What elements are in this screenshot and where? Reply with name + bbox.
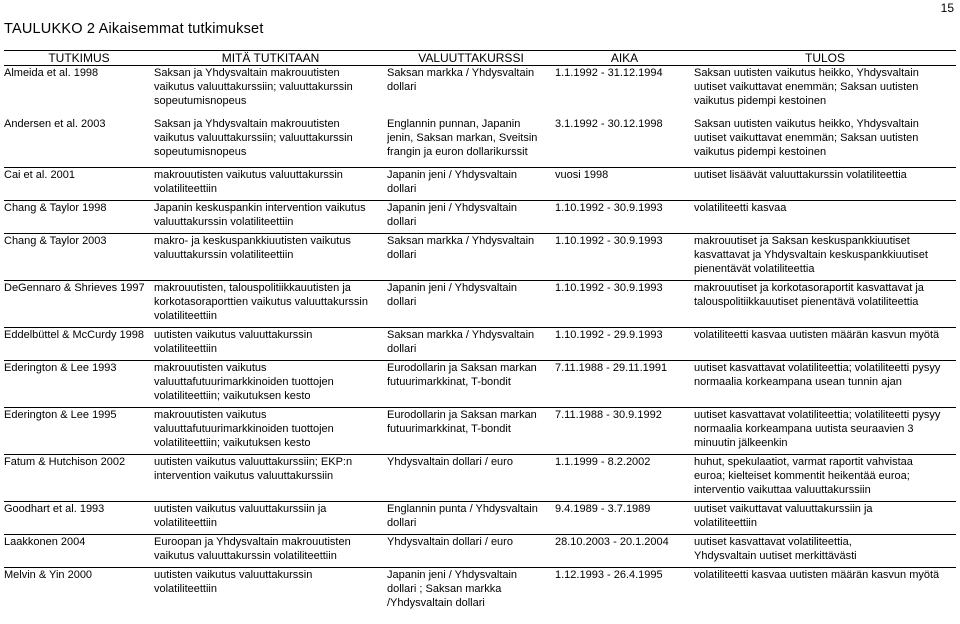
column-header-study: TUTKIMUS: [4, 51, 154, 66]
period-cell: [555, 502, 694, 535]
cell-line: Chang & Taylor 1998: [4, 202, 107, 214]
what-cell: [154, 168, 387, 201]
cell-line: makrouutisten vaikutus valuuttakurssin: [154, 169, 343, 181]
header-row: [4, 51, 956, 66]
what-cell: [154, 568, 387, 611]
cell-line: 1.1.1999 - 8.2.2002: [555, 456, 651, 468]
table-row: [4, 201, 956, 234]
column-header-currency: VALUUTTAKURSSI: [387, 51, 555, 66]
cell-line: Saksan ja Yhdysvaltain makrouutisten: [154, 67, 340, 79]
cell-line: volatiliteettiin: [154, 517, 217, 529]
table-row: [4, 117, 956, 168]
result-cell: [694, 535, 956, 568]
period-cell: [555, 535, 694, 568]
what-cell: [154, 455, 387, 502]
study-cell: [4, 361, 154, 408]
cell-line: uutiset vaikuttavat valuuttakurssiin ja: [694, 503, 873, 515]
cell-line: Cai et al. 2001: [4, 169, 75, 181]
cell-line: 1.12.1993 - 26.4.1995: [555, 569, 663, 581]
cell-line: volatiliteetti kasvaa: [694, 202, 787, 214]
cell-line: sopeutumisnopeus: [154, 146, 247, 158]
cell-line: Saksan ja Yhdysvaltain makrouutisten: [154, 118, 340, 130]
cell-line: vaikutus valuuttakurssiin; valuuttakurssin: [154, 81, 353, 93]
cell-line: Melvin & Yin 2000: [4, 569, 93, 581]
cell-line: makrouutisten vaikutus: [154, 362, 267, 374]
cell-line: futuurimarkkinat, T-bondit: [387, 376, 511, 388]
cell-line: futuurimarkkinat, T-bondit: [387, 423, 511, 435]
cell-line: volatiliteettiin: [154, 343, 217, 355]
what-cell: [154, 66, 387, 118]
cell-line: Euroopan ja Yhdysvaltain makrouutisten: [154, 536, 351, 548]
cell-line: Yhdysvaltain dollari / euro: [387, 456, 513, 468]
cell-line: 1.10.1992 - 30.9.1993: [555, 235, 663, 247]
period-cell: [555, 328, 694, 361]
period-cell: [555, 568, 694, 611]
cell-line: uutiset kasvattavat volatiliteettia; volatiliteetti pysyy: [694, 362, 941, 374]
column-header-what: MITÄ TUTKITAAN: [154, 51, 387, 66]
studies-table: [4, 50, 956, 610]
period-cell: [555, 66, 694, 118]
cell-line: uutisten vaikutus valuuttakurssin: [154, 569, 313, 581]
table-body: [4, 66, 956, 611]
cell-line: Eurodollarin ja Saksan markan: [387, 362, 537, 374]
cell-line: Yhdysvaltain dollari / euro: [387, 536, 513, 548]
table-row: [4, 535, 956, 568]
cell-line: vuosi 1998: [555, 169, 609, 181]
what-cell: [154, 361, 387, 408]
cell-line: Ederington & Lee 1995: [4, 409, 117, 421]
cell-line: 7.11.1988 - 29.11.1991: [555, 362, 668, 374]
cell-line: dollari ; Saksan markka: [387, 583, 502, 595]
currency-cell: [387, 408, 555, 455]
what-cell: [154, 535, 387, 568]
cell-line: uutiset kasvattavat volatiliteettia; volatiliteetti pysyy: [694, 409, 941, 421]
period-cell: [555, 408, 694, 455]
cell-line: makrouutiset ja korkotasoraportit kasvattavat ja: [694, 282, 924, 294]
cell-line: dollari: [387, 216, 417, 228]
result-cell: [694, 66, 956, 118]
table-row: [4, 502, 956, 535]
period-cell: [555, 361, 694, 408]
cell-line: 9.4.1989 - 3.7.1989: [555, 503, 651, 515]
cell-line: vaikutus valuuttakurssiin; valuuttakurssin: [154, 132, 353, 144]
what-cell: [154, 201, 387, 234]
cell-line: 1.1.1992 - 31.12.1994: [555, 67, 663, 79]
cell-line: Chang & Taylor 2003: [4, 235, 107, 247]
cell-line: dollari: [387, 343, 417, 355]
cell-line: uutiset vaikuttavat enemmän; Saksan uutisten: [694, 132, 919, 144]
table-row: [4, 408, 956, 455]
cell-line: dollari: [387, 517, 417, 529]
study-cell: [4, 234, 154, 281]
cell-line: Eurodollarin ja Saksan markan: [387, 409, 537, 421]
currency-cell: [387, 234, 555, 281]
currency-cell: [387, 66, 555, 118]
cell-line: volatiliteettiin: [154, 310, 217, 322]
table-row: [4, 66, 956, 118]
cell-line: normaalia korkeampana uutista seuraavien 3: [694, 423, 914, 435]
cell-line: Saksan uutisten vaikutus heikko, Yhdysvaltain: [694, 118, 919, 130]
cell-line: Goodhart et al. 1993: [4, 503, 105, 515]
table-row: [4, 168, 956, 201]
cell-line: 3.1.1992 - 30.12.1998: [555, 118, 663, 130]
cell-line: /Yhdysvaltain dollari: [387, 597, 485, 609]
table-row: [4, 234, 956, 281]
result-cell: [694, 408, 956, 455]
currency-cell: [387, 455, 555, 502]
cell-line: Fatum & Hutchison 2002: [4, 456, 126, 468]
cell-line: euroa; kielteiset kommentit heikentää euroa;: [694, 470, 910, 482]
currency-cell: [387, 535, 555, 568]
cell-line: uutiset lisäävät valuuttakurssin volatiliteettia: [694, 169, 907, 181]
cell-line: 7.11.1988 - 30.9.1992: [555, 409, 662, 421]
cell-line: talouspolitiikkauutiset pienentävä volatiliteettia: [694, 296, 919, 308]
currency-cell: [387, 117, 555, 168]
column-header-period: AIKA: [555, 51, 694, 66]
cell-line: Englannin punnan, Japanin: [387, 118, 521, 130]
cell-line: intervention vaikutus valuuttakurssiin: [154, 470, 334, 482]
cell-line: Englannin punta / Yhdysvaltain: [387, 503, 538, 515]
currency-cell: [387, 502, 555, 535]
currency-cell: [387, 328, 555, 361]
cell-line: valuuttafutuurimarkkinoiden tuottojen: [154, 376, 334, 388]
period-cell: [555, 201, 694, 234]
cell-line: makro- ja keskuspankkiuutisten vaikutus: [154, 235, 351, 247]
cell-line: dollari: [387, 249, 417, 261]
what-cell: [154, 234, 387, 281]
study-cell: [4, 408, 154, 455]
study-cell: [4, 168, 154, 201]
cell-line: volatiliteettiin: [154, 583, 217, 595]
result-cell: [694, 455, 956, 502]
cell-line: 1.10.1992 - 30.9.1993: [555, 282, 663, 294]
what-cell: [154, 408, 387, 455]
cell-line: uutiset vaikuttavat enemmän; Saksan uutisten: [694, 81, 919, 93]
cell-line: volatiliteettiin: [154, 183, 217, 195]
cell-line: Japanin jeni / Yhdysvaltain: [387, 169, 518, 181]
cell-line: 1.10.1992 - 29.9.1993: [555, 329, 663, 341]
period-cell: [555, 455, 694, 502]
cell-line: volatiliteetti kasvaa uutisten määrän kasvun myötä: [694, 329, 940, 341]
cell-line: Laakkonen 2004: [4, 536, 86, 548]
study-cell: [4, 66, 154, 118]
cell-line: Japanin jeni / Yhdysvaltain: [387, 569, 518, 581]
cell-line: Saksan markka / Yhdysvaltain: [387, 67, 535, 79]
cell-line: makrouutisten, talouspolitiikkauutisten ja: [154, 282, 351, 294]
currency-cell: [387, 168, 555, 201]
cell-line: interventio vaikuttaa valuuttakurssiin: [694, 484, 871, 496]
period-cell: [555, 117, 694, 168]
cell-line: Japanin jeni / Yhdysvaltain: [387, 202, 518, 214]
cell-line: dollari: [387, 296, 417, 308]
cell-line: vaikutus pidempi kestoinen: [694, 146, 827, 158]
what-cell: [154, 117, 387, 168]
result-cell: [694, 117, 956, 168]
cell-line: korkotasoraporttien vaikutus valuuttakurssin: [154, 296, 368, 308]
cell-line: Almeida et al. 1998: [4, 67, 99, 79]
cell-line: kasvattavat ja Yhdysvaltain keskuspankkiuutiset: [694, 249, 928, 261]
cell-line: valuuttakurssin volatiliteettiin: [154, 216, 294, 228]
cell-line: uutiset kasvattavat volatiliteettia,: [694, 536, 852, 548]
result-cell: [694, 328, 956, 361]
cell-line: DeGennaro & Shrieves 1997: [4, 282, 145, 294]
cell-line: dollari: [387, 183, 417, 195]
study-cell: [4, 502, 154, 535]
period-cell: [555, 234, 694, 281]
cell-line: vaikutus valuuttakurssin volatiliteettiin: [154, 550, 337, 562]
cell-line: 28.10.2003 - 20.1.2004: [555, 536, 669, 548]
cell-line: sopeutumisnopeus: [154, 95, 247, 107]
cell-line: Eddelbüttel & McCurdy 1998: [4, 329, 145, 341]
cell-line: makrouutisten vaikutus: [154, 409, 267, 421]
what-cell: [154, 502, 387, 535]
result-cell: [694, 201, 956, 234]
period-cell: [555, 281, 694, 328]
result-cell: [694, 502, 956, 535]
table-title: TAULUKKO 2 Aikaisemmat tutkimukset: [4, 21, 264, 37]
page-number: 15: [940, 1, 954, 15]
cell-line: valuuttakurssin volatiliteettiin: [154, 249, 294, 261]
cell-line: Yhdysvaltain uutiset merkittävästi: [694, 550, 857, 562]
cell-line: pienentävät volatiliteettia: [694, 263, 815, 275]
cell-line: Saksan markka / Yhdysvaltain: [387, 329, 535, 341]
cell-line: Ederington & Lee 1993: [4, 362, 117, 374]
cell-line: Japanin jeni / Yhdysvaltain: [387, 282, 518, 294]
cell-line: valuuttafutuurimarkkinoiden tuottojen: [154, 423, 334, 435]
currency-cell: [387, 361, 555, 408]
currency-cell: [387, 281, 555, 328]
cell-line: uutisten vaikutus valuuttakurssiin; EKP:n: [154, 456, 353, 468]
cell-line: Japanin keskuspankin intervention vaikutus: [154, 202, 366, 214]
study-cell: [4, 455, 154, 502]
study-cell: [4, 568, 154, 611]
result-cell: [694, 234, 956, 281]
cell-line: Andersen et al. 2003: [4, 118, 106, 130]
currency-cell: [387, 568, 555, 611]
result-cell: [694, 281, 956, 328]
cell-line: uutisten vaikutus valuuttakurssin: [154, 329, 313, 341]
what-cell: [154, 281, 387, 328]
what-cell: [154, 328, 387, 361]
table-row: [4, 281, 956, 328]
cell-line: volatiliteettiin: [694, 517, 757, 529]
cell-line: vaikutus pidempi kestoinen: [694, 95, 827, 107]
column-header-result: TULOS: [694, 51, 956, 66]
cell-line: Saksan markka / Yhdysvaltain: [387, 235, 535, 247]
study-cell: [4, 117, 154, 168]
cell-line: volatiliteetti kasvaa uutisten määrän kasvun myötä: [694, 569, 940, 581]
study-cell: [4, 201, 154, 234]
cell-line: volatiliteettiin; vaikutuksen kesto: [154, 437, 311, 449]
study-cell: [4, 328, 154, 361]
result-cell: [694, 568, 956, 611]
cell-line: jenin, Saksan markan, Sveitsin: [387, 132, 538, 144]
table-row: [4, 361, 956, 408]
cell-line: frangin ja euron dollarikurssit: [387, 146, 528, 158]
table-row: [4, 328, 956, 361]
study-cell: [4, 281, 154, 328]
table-row: [4, 455, 956, 502]
cell-line: huhut, spekulaatiot, varmat raportit vahvistaa: [694, 456, 913, 468]
currency-cell: [387, 201, 555, 234]
cell-line: normaalia korkeampana usean tunnin ajan: [694, 376, 902, 388]
result-cell: [694, 361, 956, 408]
cell-line: 1.10.1992 - 30.9.1993: [555, 202, 663, 214]
cell-line: uutisten vaikutus valuuttakurssiin ja: [154, 503, 327, 515]
cell-line: dollari: [387, 81, 417, 93]
cell-line: volatiliteettiin; vaikutuksen kesto: [154, 390, 311, 402]
cell-line: Saksan uutisten vaikutus heikko, Yhdysvaltain: [694, 67, 919, 79]
cell-line: makrouutiset ja Saksan keskuspankkiuutiset: [694, 235, 910, 247]
cell-line: minuutin jälkeenkin: [694, 437, 788, 449]
period-cell: [555, 168, 694, 201]
study-cell: [4, 535, 154, 568]
table-row: [4, 568, 956, 611]
result-cell: [694, 168, 956, 201]
